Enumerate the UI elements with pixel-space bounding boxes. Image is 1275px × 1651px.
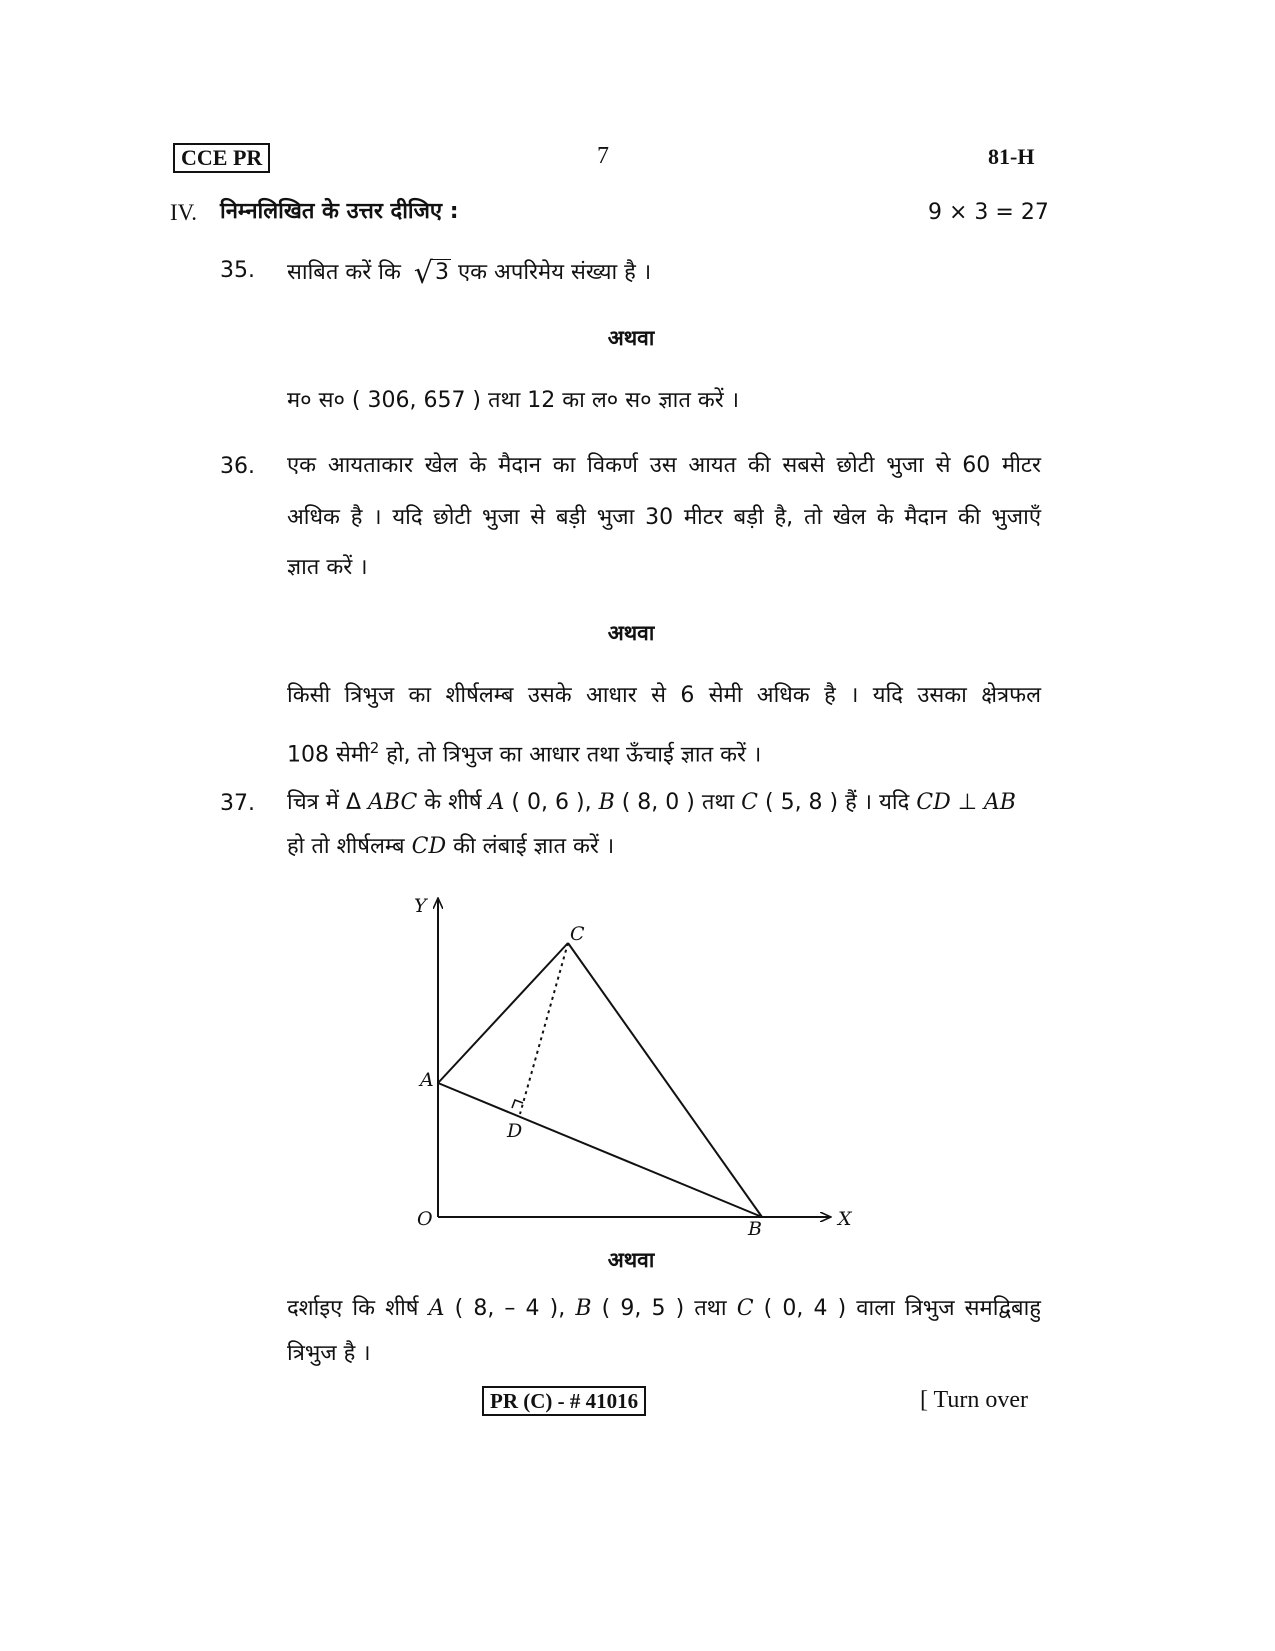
q36-line-2: अधिक है । यदि छोटी भुजा से बड़ी भुजा 30 मीटर बड़ी है, तो खेल के मैदान की भुजाएँ xyxy=(287,505,1041,530)
or-label: अथवा xyxy=(607,621,655,645)
q37-alt-line-1: दर्शाइए कि शीर्ष A ( 8, – 4 ), B ( 9, 5 ) तथा C ( 0, 4 ) वाला त्रिभुज समद्विबाहु xyxy=(287,1296,1041,1321)
q36-line-1: एक आयताकार खेल के मैदान का विकर्ण उस आयत की सबसे छोटी भुजा से 60 मीटर xyxy=(287,453,1041,478)
x-axis-label: X xyxy=(838,1208,852,1230)
foot-label-d: D xyxy=(507,1120,523,1142)
or-label: अथवा xyxy=(607,1248,655,1272)
turn-over-note: [ Turn over xyxy=(920,1387,1029,1413)
q36-alt-line-1: किसी त्रिभुज का शीर्षलम्ब उसके आधार से 6 सेमी अधिक है । यदि उसका क्षेत्रफल xyxy=(287,683,1041,708)
superscript-2: 2 xyxy=(369,739,380,757)
section-title: निम्नलिखित के उत्तर दीजिए : xyxy=(220,199,459,224)
q37-alt-line-2: त्रिभुज है । xyxy=(287,1341,371,1366)
paper-code: 81-H xyxy=(988,144,1035,169)
vertex-label-b: B xyxy=(748,1218,762,1240)
or-label: अथवा xyxy=(607,326,655,350)
question-number: 36. xyxy=(220,454,255,479)
q36-alt-line-2: 108 सेमी$^2$ हो, तो त्रिभुज का आधार तथा ऊँचाई ज्ञात करें । xyxy=(287,739,762,768)
footer-code: PR (C) - # 41016 xyxy=(490,1389,639,1413)
page-number: 7 xyxy=(597,143,609,169)
q37-line-2: हो तो शीर्षलम्ब CD की लंबाई ज्ञात करें । xyxy=(287,834,615,859)
header-code-box xyxy=(173,143,270,173)
vertex-label-a: A xyxy=(420,1069,434,1091)
q35-alternative: म० स० ( 306, 657 ) तथा 12 का ल० स० ज्ञात करें । xyxy=(287,388,740,413)
question-number: 35. xyxy=(220,258,255,283)
square-root-sign: √ xyxy=(413,256,433,291)
triangle-figure xyxy=(400,885,870,1255)
section-marks: 9 × 3 = 27 xyxy=(928,200,1049,225)
vertex-label-c: C xyxy=(570,923,585,945)
q35-text: साबित करें कि √3 एक अपरिमेय संख्या है । xyxy=(287,256,652,291)
header-code: CCE PR xyxy=(181,145,263,170)
section-numeral: IV. xyxy=(170,200,198,225)
question-number: 37. xyxy=(220,791,255,816)
q36-line-3: ज्ञात करें । xyxy=(287,555,368,580)
origin-label: O xyxy=(417,1208,433,1230)
q37-line-1: चित्र में Δ ABC के शीर्ष A ( 0, 6 ), B ( 8, 0 ) तथा C ( 5, 8 ) हैं । यदि CD ⊥ AB xyxy=(287,790,1016,815)
footer-code-box xyxy=(482,1386,646,1416)
radicand: 3 xyxy=(434,260,449,285)
y-axis-label: Y xyxy=(414,895,427,917)
